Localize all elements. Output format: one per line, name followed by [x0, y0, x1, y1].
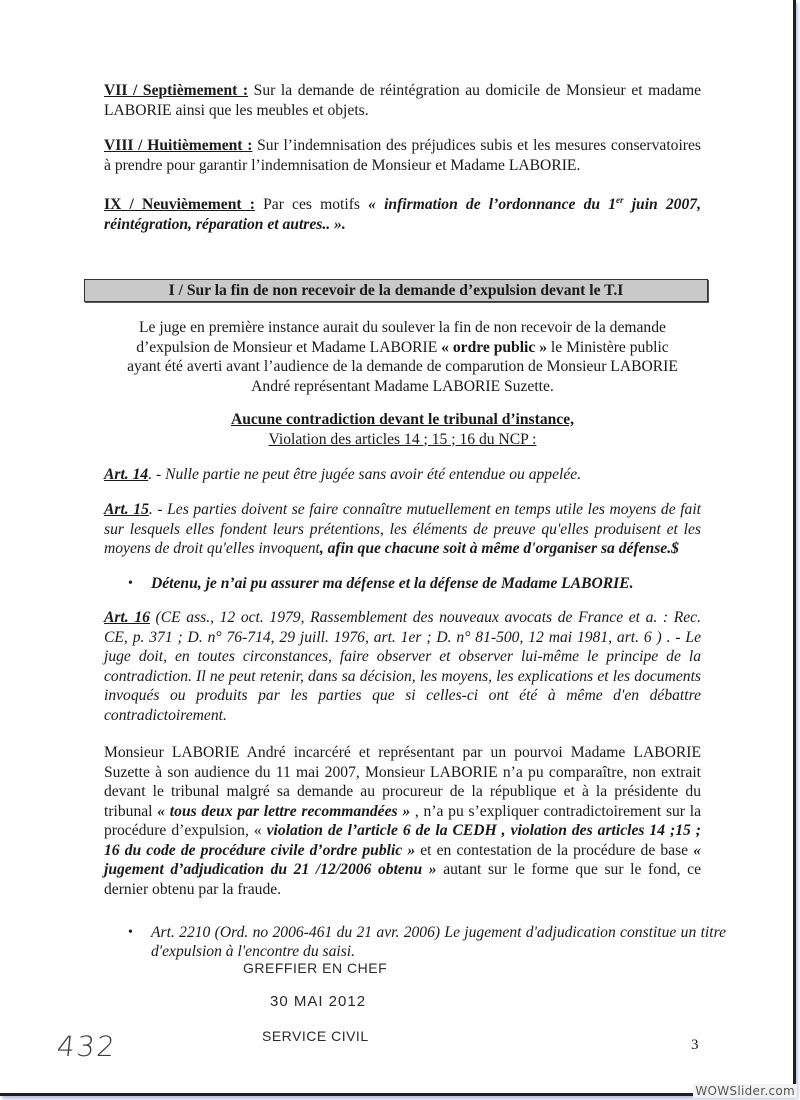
stamp-greffier [243, 960, 387, 976]
item-viii-label: VIII / Huitièmement : [104, 137, 253, 154]
main-emphasis-1: « tous deux par lettre recommandées » [157, 802, 411, 820]
item-ix-label: IX / Neuvièmement : [104, 196, 255, 214]
intro-ordre-public: « ordre public » [441, 338, 548, 356]
bullet-icon: • [128, 576, 133, 591]
stamp-date [270, 993, 366, 1010]
article-15-text: . - Les parties doivent se faire connaître mutuellement en temps utile les moyens de fait sur lesquels elles fondent leurs prétentions, les éléments de preuve qu'elles produisent et les moyens de droit qu'elles invoquent [104, 501, 701, 557]
article-16-text: (CE ass., 12 oct. 1979, Rassemblement des nouveaux avocats de France et a. : Rec. CE, p. 371 ; D. n° 76-714, 29 juill. 1976, art. 1er ; D. n° 81-500, 12 mai 1981, art. 6 ) . - Le juge doit, en toutes circonstances, faire observer et observer lui-même le principe de la contradiction. Il ne peut retenir, dans sa décision, les moyens, les explications et les documents invoqués ou produits par les parties que si celles-ci ont été à même d'en débattre contradictoirement. [104, 609, 701, 724]
stamp-service [262, 1028, 369, 1044]
item-vii-text: Sur la demande de réintégration au domicile de Monsieur et madame LABORIE ainsi que les meubles et objets. [104, 82, 701, 119]
article-14-text: . - Nulle partie ne peut être jugée sans avoir été entendue ou appelée. [148, 466, 582, 483]
item-ix [104, 191, 701, 234]
main-text-2: , n’a pu s’expliquer contradictoirement sur la procédure d’expulsion, « [104, 802, 701, 839]
watermark: WOWSlider.com [695, 1084, 795, 1098]
item-viii-text: Sur l’indemnisation des préjudices subis et les mesures conservatoires à prendre pour garantir l’indemnisation de Monsieur et Madame LABORIE. [104, 137, 701, 174]
article-16-label: Art. 16 [104, 609, 150, 626]
bullet-detenu [104, 574, 726, 594]
item-viii [104, 136, 701, 175]
article-16 [104, 608, 701, 725]
section-heading-bar [84, 279, 708, 302]
main-emphasis-3: « jugement d’adjudication du 21 /12/2006 obtenu » [104, 841, 701, 878]
stamp-line-3: SERVICE CIVIL [262, 1028, 369, 1044]
main-text-1: Monsieur LABORIE André incarcéré et représentant par un pourvoi Madame LABORIE Suzette à son audience du 11 mai 2007, Monsieur LABORIE n’a pu comparaître, non extrait devant le tribunal malgré sa demande au procureur de la république et à la présidente du tribunal [104, 744, 701, 820]
item-vii-label: VII / Septièmement : [104, 82, 249, 99]
stamp-line-2: 30 MAI 2012 [270, 993, 367, 1010]
main-paragraph [104, 743, 701, 899]
article-15-label: Art. 15 [104, 501, 149, 518]
subheading-line2: Violation des articles 14 ; 15 ; 16 du NCP : [268, 430, 537, 448]
subheading-line1: Aucune contradiction devant le tribunal d’instance, [230, 411, 575, 428]
main-text-4: autant sur le forme que sur le fond, ce dernier obtenu par la fraude. [104, 861, 701, 898]
bullet-detenu-text: Détenu, je n’ai pu assurer ma défense et la défense de Madame LABORIE. [151, 575, 634, 592]
item-ix-quote-b: juin 2007, réintégration, réparation et autres.. ». [104, 196, 701, 233]
intro-text-2: le Ministère public ayant été averti avant l’audience de la demande de comparution de Monsieur LABORIE André représentant Madame LABORIE Suzette. [127, 338, 678, 395]
article-14-label: Art. 14 [104, 466, 149, 483]
page-number: 3 [691, 1037, 699, 1053]
article-14 [104, 465, 701, 485]
intro-paragraph [120, 318, 685, 396]
bullet-art-2210 [104, 923, 726, 962]
bullet-icon: • [128, 924, 133, 940]
item-ix-superscript: er [616, 195, 624, 205]
subheading [104, 410, 701, 449]
bullet-art-2210-text: Art. 2210 (Ord. no 2006-461 du 21 avr. 2006) Le jugement d'adjudication constitue un titre d'expulsion à l'encontre du saisi. [151, 923, 726, 960]
item-vii [104, 81, 701, 120]
article-15-emphasis: , afin que chacune soit à même d'organiser sa défense.$ [319, 540, 679, 557]
section-heading: I / Sur la fin de non recevoir de la demande d’expulsion devant le T.I [168, 282, 624, 299]
intro-text-1: Le juge en première instance aurait du soulever la fin de non recevoir de la demande d’expulsion de Monsieur et Madame LABORIE [136, 319, 666, 356]
item-ix-quote-a: « infirmation de l’ordonnance du 1 [368, 196, 617, 214]
main-emphasis-2: violation de l’article 6 de la CEDH , violation des articles 14 ;15 ; 16 du code de procédure civile d’ordre public » [104, 822, 701, 859]
item-ix-text: Par ces motifs [254, 196, 369, 214]
stamp-line-1: GREFFIER EN CHEF [243, 960, 388, 976]
main-text-3: et en contestation de la procédure de base [415, 841, 694, 859]
article-15 [104, 500, 701, 559]
handwritten-number: 432 [55, 1030, 119, 1063]
